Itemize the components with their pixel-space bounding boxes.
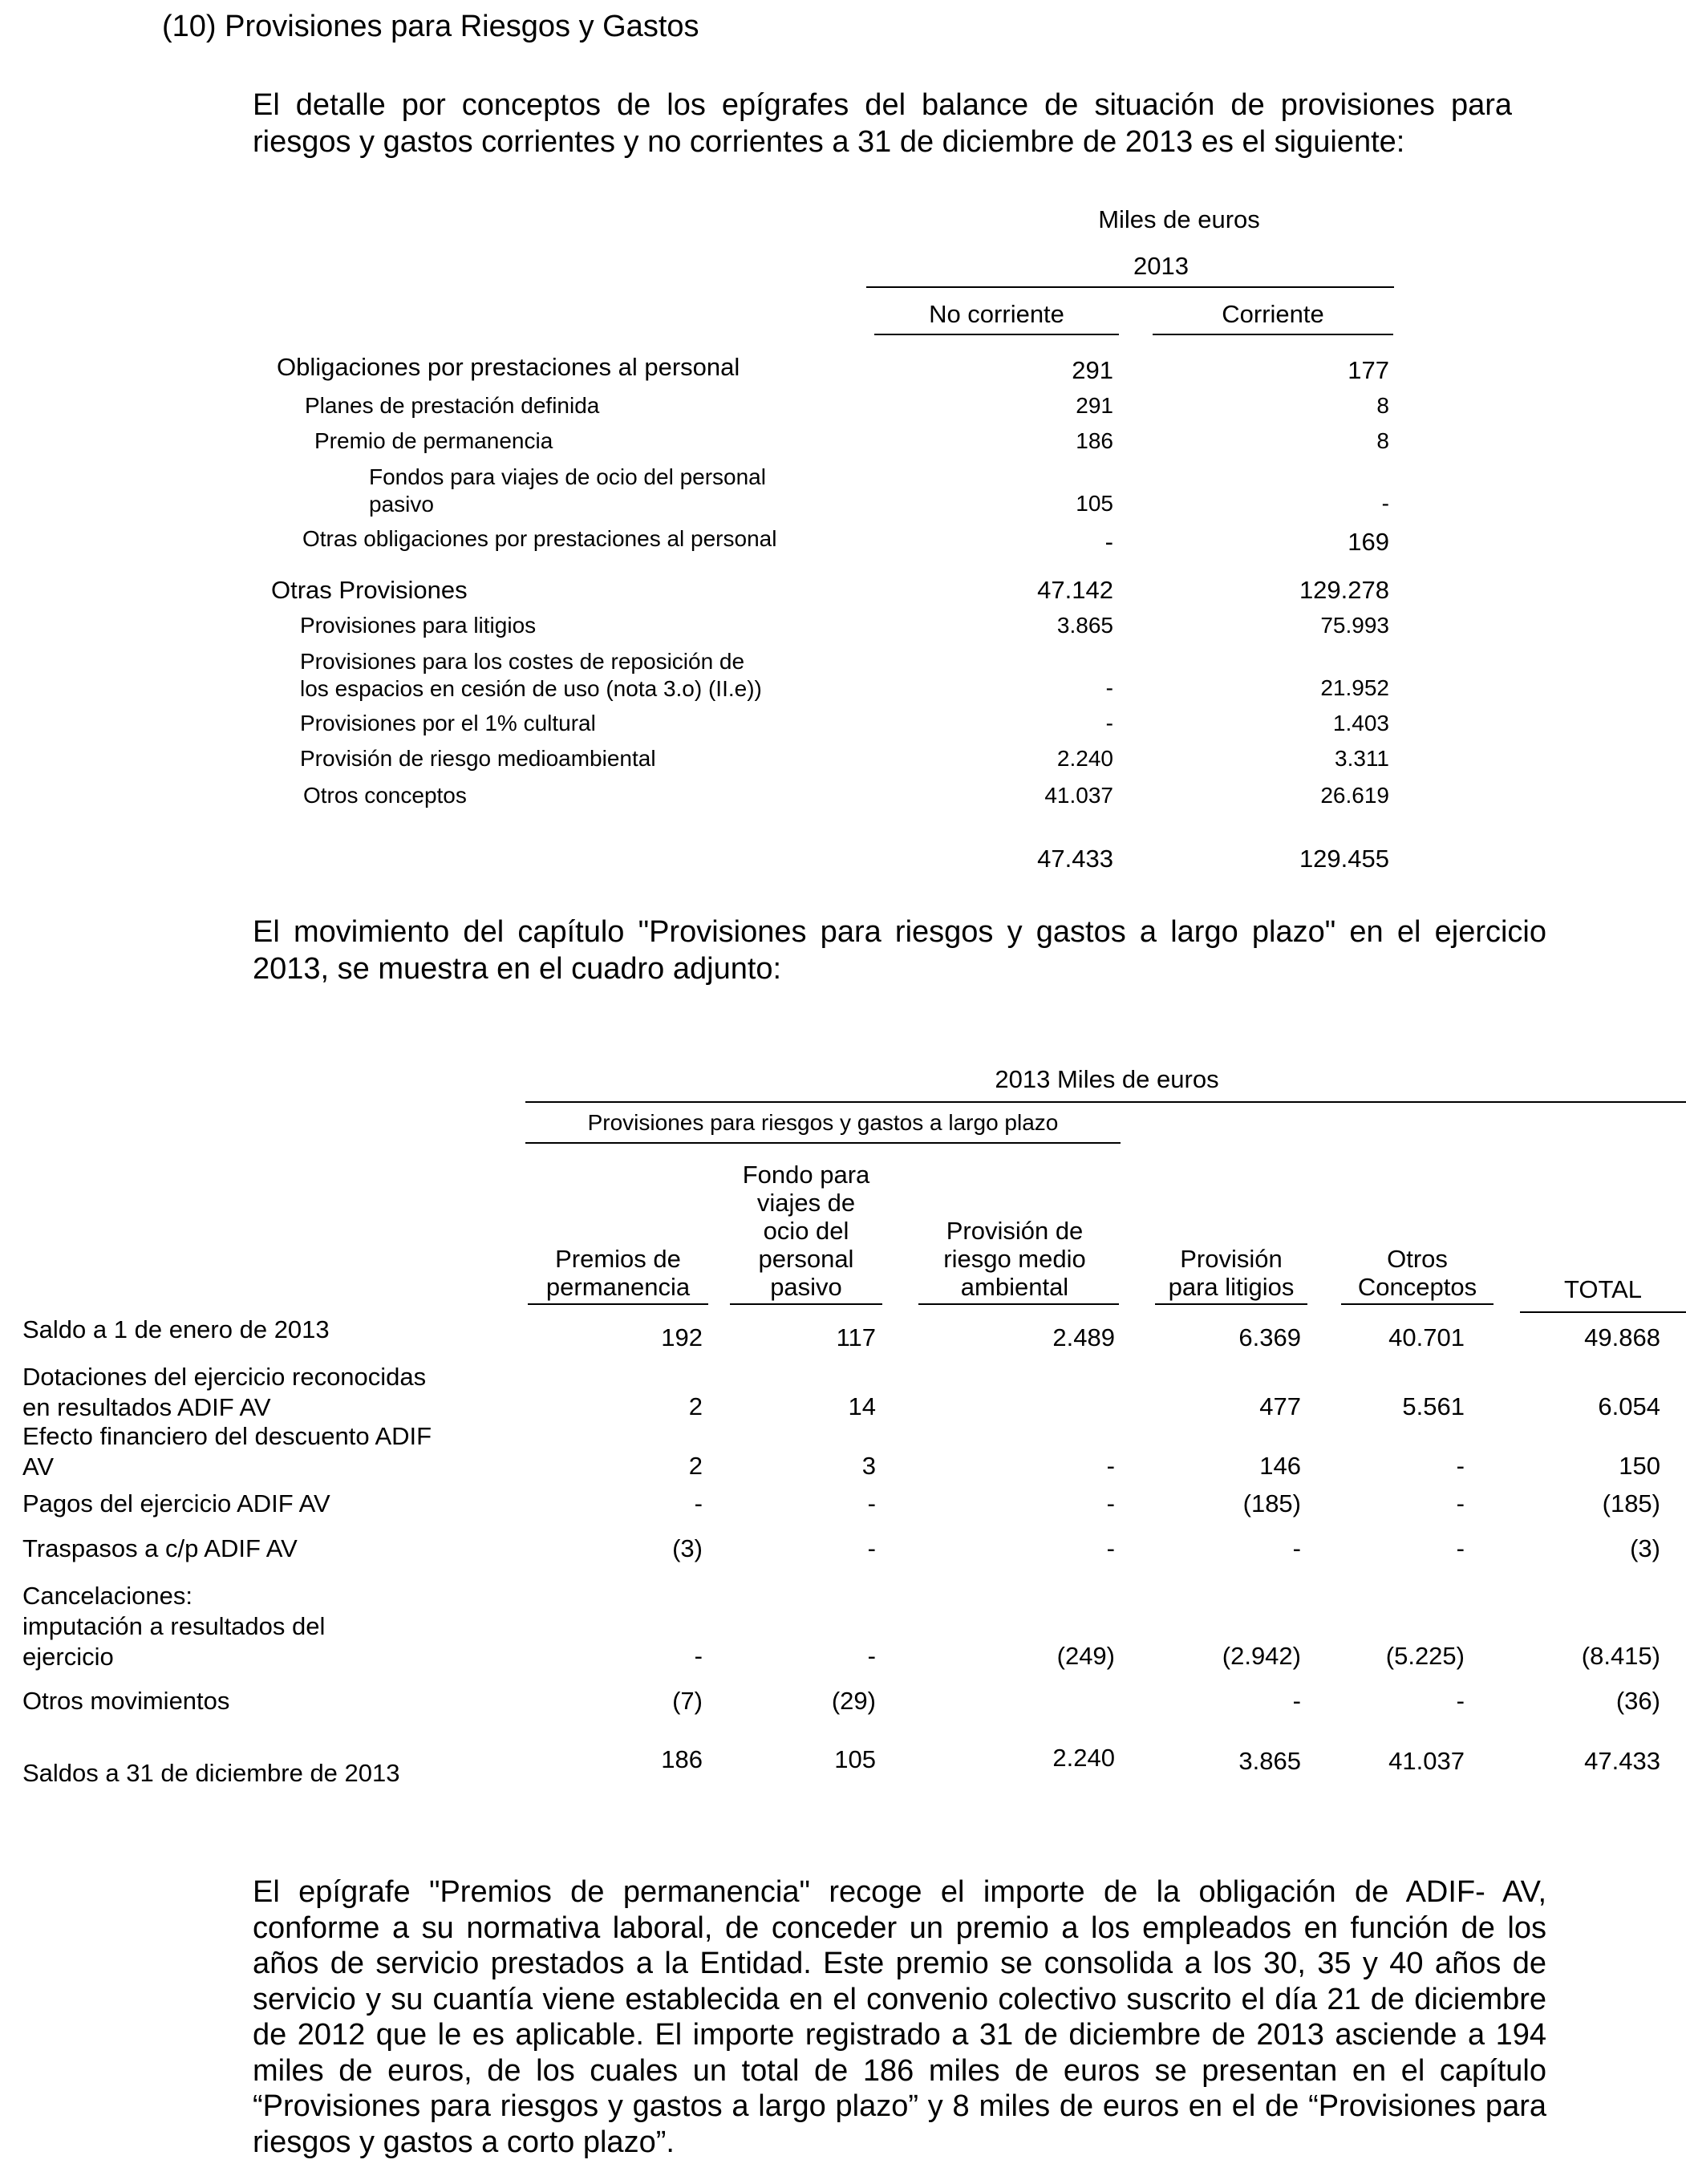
table-cell: (7) — [672, 1687, 703, 1715]
table-row-label: Provisiones para litigios — [300, 613, 537, 638]
table-cell: 47.142 — [1037, 576, 1113, 604]
table-cell: 5.561 — [1402, 1392, 1465, 1420]
table-cell: - — [1292, 1687, 1301, 1715]
year-underline — [866, 286, 1394, 288]
table-cell: 41.037 — [1044, 783, 1113, 808]
table-row-label: Dotaciones del ejercicio reconocidas en resultados ADIF AV — [22, 1363, 427, 1421]
table-cell: 41.037 — [1388, 1747, 1465, 1775]
table-cell: - — [1106, 1534, 1115, 1562]
table-cell: 192 — [661, 1323, 703, 1351]
table-cell: (249) — [1056, 1642, 1115, 1670]
col-header-litigios: Provisión para litigios — [1168, 1245, 1295, 1301]
table-row-label: Planes de prestación definida — [305, 393, 600, 418]
table-cell: - — [1381, 491, 1389, 516]
table-cell: (2.942) — [1222, 1642, 1301, 1670]
table-cell: 291 — [1076, 393, 1113, 418]
col-underline — [730, 1303, 882, 1305]
table-row-label: Provisiones por el 1% cultural — [300, 711, 596, 735]
corriente-underline — [1153, 334, 1393, 335]
table-cell: 40.701 — [1388, 1323, 1465, 1351]
table-cell: (36) — [1615, 1687, 1660, 1715]
col-header-medioambiental: Provisión de riesgo medio ambiental — [943, 1217, 1086, 1301]
table-cell: 129.278 — [1299, 576, 1389, 604]
group-header-underline — [525, 1142, 1121, 1144]
table-cell: - — [1104, 528, 1113, 556]
col-underline — [528, 1303, 708, 1305]
table-row-label: Otras Provisiones — [271, 576, 468, 604]
table-cell: 8 — [1376, 393, 1389, 418]
table-cell: - — [867, 1534, 876, 1562]
table-cell: 105 — [1076, 491, 1113, 516]
no-corriente-underline — [874, 334, 1119, 335]
closing-paragraph: El epígrafe "Premios de permanencia" recoge el importe de la obligación de ADIF- AV, conforme a su normativa laboral, de conceder un premio a los empleados en función de los años de servicio prestados a la Entidad. Este premio se consolida a los 30, 35 y 40 años de servicio y su cuantía viene establecida en el convenio colectivo suscrito el día 21 de diciembre de 2012 que le es aplicable. El importe registrado a 31 de diciembre de 2013 asciende a 194 miles de euros, de los cuales un total de 186 miles de euros se presentan en el capítulo “Provisiones para riesgos y gastos a largo plazo” y 8 miles de euros en el de “Provisiones para riesgos y gastos a corto plazo”. — [253, 1875, 1546, 2159]
table-cell: 21.952 — [1320, 675, 1389, 700]
table-cell: 186 — [661, 1745, 703, 1773]
table-row-label: Provisión de riesgo medioambiental — [300, 746, 656, 771]
table-row-label: Fondos para viajes de ocio del personal pasivo — [369, 464, 766, 517]
year-header: 2013 — [1133, 252, 1189, 280]
table-row-label: Otros conceptos — [303, 783, 467, 808]
table-cell: - — [1456, 1687, 1465, 1715]
table-cell: (185) — [1242, 1489, 1301, 1517]
table-cell: 8 — [1376, 428, 1389, 453]
table-row-label: Premio de permanencia — [314, 428, 553, 453]
table-row-label: Traspasos a c/p ADIF AV — [22, 1534, 298, 1562]
col-underline — [1155, 1303, 1307, 1305]
table-cell: - — [1105, 711, 1113, 735]
table-cell: (3) — [672, 1534, 703, 1562]
table-cell: - — [694, 1642, 703, 1670]
table-cell: 2.240 — [1056, 746, 1113, 771]
table-row-label: Pagos del ejercicio ADIF AV — [22, 1489, 330, 1517]
table-cell: - — [1456, 1489, 1465, 1517]
col-underline — [1520, 1311, 1686, 1313]
col-header-premios: Premios de permanencia — [545, 1245, 691, 1301]
col-header-corriente: Corriente — [1222, 300, 1324, 328]
table-cell: (5.225) — [1385, 1642, 1465, 1670]
col-underline — [918, 1303, 1119, 1305]
table-cell: 3.865 — [1056, 613, 1113, 638]
unit-header: Miles de euros — [1098, 205, 1260, 233]
table-row-label: Otras obligaciones por prestaciones al personal — [302, 526, 777, 551]
table-cell: 169 — [1348, 528, 1389, 556]
table-cell: 1.403 — [1332, 711, 1389, 735]
table-cell: - — [867, 1489, 876, 1517]
col-header-fondo: Fondo para viajes de ocio del personal pasivo — [742, 1161, 870, 1301]
table-cell: - — [1456, 1534, 1465, 1562]
table-cell: 117 — [836, 1323, 876, 1351]
col-header-otros: Otros Conceptos — [1357, 1245, 1477, 1301]
table-cell: 3.865 — [1238, 1747, 1301, 1775]
table-cell: 47.433 — [1584, 1747, 1660, 1775]
table-row-label: Obligaciones por prestaciones al personal — [277, 353, 740, 381]
total-no-corriente: 47.433 — [1037, 845, 1113, 873]
table-cell: - — [1105, 675, 1113, 700]
table-cell: 6.369 — [1238, 1323, 1301, 1351]
table-cell: 477 — [1259, 1392, 1301, 1420]
table-cell: 75.993 — [1320, 613, 1389, 638]
table-cell: 3 — [861, 1452, 876, 1480]
table-cell: 26.619 — [1320, 783, 1389, 808]
table-cell: 2.240 — [1052, 1744, 1115, 1772]
table-cell: 146 — [1259, 1452, 1301, 1480]
table-cell: 2 — [688, 1452, 703, 1480]
table-cell: (185) — [1602, 1489, 1660, 1517]
table-cell: - — [1456, 1452, 1465, 1480]
intro-paragraph: El detalle por conceptos de los epígrafes del balance de situación de provisiones para riesgos y gastos corrientes y no corrientes a 31 de diciembre de 2013 es el siguiente: — [253, 88, 1512, 159]
table-cell: - — [1292, 1534, 1301, 1562]
table-cell: 186 — [1076, 428, 1113, 453]
table-cell: (3) — [1630, 1534, 1660, 1562]
table-row-label: Cancelaciones: imputación a resultados del ejercicio — [22, 1582, 326, 1671]
table-cell: 2 — [688, 1392, 703, 1420]
table-cell: 6.054 — [1598, 1392, 1660, 1420]
section-title: (10) Provisiones para Riesgos y Gastos — [162, 10, 699, 43]
table-row-label: Saldos a 31 de diciembre de 2013 — [22, 1759, 400, 1787]
table-cell: - — [867, 1642, 876, 1670]
table-row-label: Otros movimientos — [22, 1687, 230, 1715]
table-cell: (8.415) — [1581, 1642, 1660, 1670]
table-cell: 14 — [848, 1392, 876, 1420]
table-cell: 2.489 — [1052, 1323, 1115, 1351]
col-header-total: TOTAL — [1563, 1275, 1643, 1303]
table-cell: - — [1106, 1452, 1115, 1480]
table-cell: 3.311 — [1335, 746, 1389, 771]
col-underline — [1341, 1303, 1493, 1305]
top-header-underline — [525, 1101, 1686, 1103]
col-header-no-corriente: No corriente — [929, 300, 1064, 328]
table-cell: 177 — [1348, 356, 1389, 384]
table-row-label: Efecto financiero del descuento ADIF AV — [22, 1422, 432, 1481]
group-header: Provisiones para riesgos y gastos a largo plazo — [587, 1110, 1059, 1135]
table-cell: 291 — [1072, 356, 1113, 384]
table-cell: (29) — [831, 1687, 876, 1715]
total-corriente: 129.455 — [1299, 845, 1389, 873]
table-cell: - — [1106, 1489, 1115, 1517]
table2-top-header: 2013 Miles de euros — [995, 1065, 1219, 1093]
movement-paragraph: El movimiento del capítulo "Provisiones para riesgos y gastos a largo plazo" en el ejercicio 2013, se muestra en el cuadro adjunto: — [253, 915, 1546, 986]
table-cell: 49.868 — [1584, 1323, 1660, 1351]
table-cell: 150 — [1619, 1452, 1660, 1480]
table-cell: 105 — [834, 1745, 876, 1773]
table-row-label: Provisiones para los costes de reposición de los espacios en cesión de uso (nota 3.o) (II.e)) — [300, 649, 762, 701]
table-row-label: Saldo a 1 de enero de 2013 — [22, 1315, 330, 1343]
table-cell: - — [694, 1489, 703, 1517]
